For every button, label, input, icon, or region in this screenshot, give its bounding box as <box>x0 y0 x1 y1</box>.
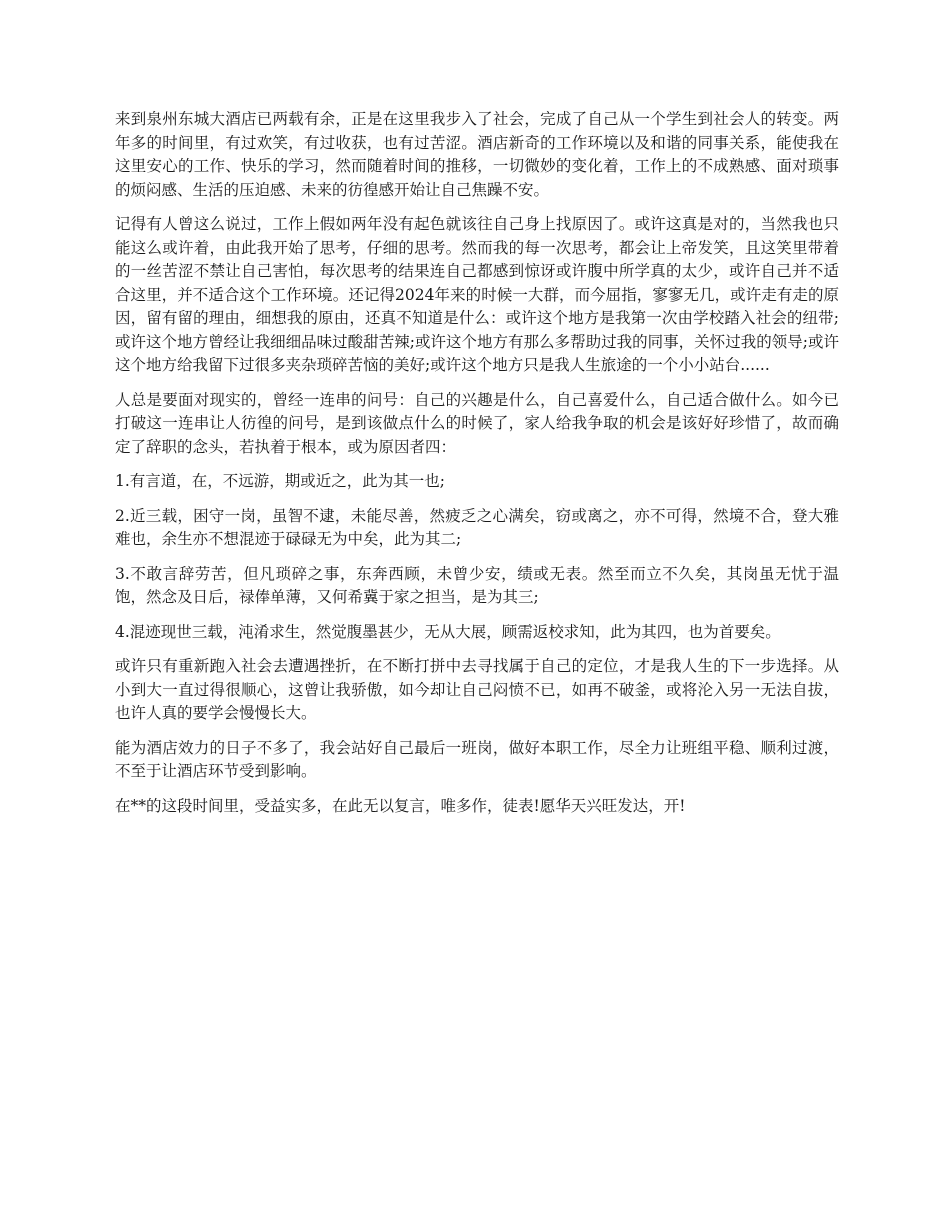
paragraph-closing: 在**的这段时间里，受益实多，在此无以复言，唯多作，徒表!愿华天兴旺发达，开! <box>115 796 686 815</box>
paragraph-reasons-intro: 人总是要面对现实的，曾经一连串的问号：自己的兴趣是什么，自己喜爱什么，自己适合做什么。如今已打破这一连串让人彷徨的问号，是到该做点什么的时候了，家人给我争取的机会是该好好珍惜了，故而确定了辞职的念头，若执着于根本，或为原因者四： <box>115 390 839 456</box>
document-body <box>115 108 839 829</box>
paragraph-future: 或许只有重新跑入社会去遭遇挫折，在不断打拼中去寻找属于自己的定位，才是我人生的下一步选择。从小到大一直过得很顺心，这曾让我骄傲，如今却让自己闷愤不已，如再不破釜，或将沦入另一无法自拔，也许人真的要学会慢慢长大。 <box>115 657 839 722</box>
list-item-reason-2: 2.近三载，困守一岗，虽智不逮，未能尽善，然疲乏之心满矣，窃或离之，亦不可得，然境不合，登大雅难也，余生亦不想混迹于碌碌无为中矣，此为其二; <box>115 506 839 548</box>
paragraph-reflection: 记得有人曾这么说过，工作上假如两年没有起色就该往自己身上找原因了。或许这真是对的，当然我也只能这么或许着，由此我开始了思考，仔细的思考。然而我的每一次思考，都会让上帝发笑，且这笑里带着的一丝苦涩不禁让自己害怕，每次思考的结果连自己都感到惊讶或许腹中所学真的太少，或许自己并不适合这里，并不适合这个工作环境。还记得2024年来的时候一大群，而今屈指，寥寥无几，或许走有走的原因，留有留的理由，细想我的原由，还真不知道是什么：或许这个地方是我第一次由学校踏入社会的纽带;或许这个地方曾经让我细细品味过酸甜苦辣;或许这个地方有那么多帮助过我的同事，关怀过我的领导;或许这个地方给我留下过很多夹杂琐碎苦恼的美好;或许这个地方只是我人生旅途的一个小小站台...... <box>115 215 839 374</box>
list-item-reason-1: 1.有言道，在，不远游，期或近之，此为其一也; <box>115 472 446 490</box>
list-item-reason-3: 3.不敢言辞劳苦，但凡琐碎之事，东奔西顾，未曾少安，绩或无表。然至而立不久矣，其岗虽无忧于温饱，然念及日后，禄俸单薄，又何希冀于家之担当，是为其三; <box>115 564 839 606</box>
list-item-reason-4: 4.混迹现世三载，沌淆求生，然觉腹墨甚少，无从大展，顾需返校求知，此为其四，也为首要矣。 <box>115 622 781 641</box>
paragraph-commitment: 能为酒店效力的日子不多了，我会站好自己最后一班岗，做好本职工作，尽全力让班组平稳、顺利过渡，不至于让酒店环节受到影响。 <box>115 738 839 780</box>
paragraph-intro: 来到泉州东城大酒店已两载有余，正是在这里我步入了社会，完成了自己从一个学生到社会人的转变。两年多的时间里，有过欢笑，有过收获，也有过苦涩。酒店新奇的工作环境以及和谐的同事关系，能使我在这里安心的工作、快乐的学习，然而随着时间的推移，一切微妙的变化着，工作上的不成熟感、面对琐事的烦闷感、生活的压迫感、未来的彷徨感开始让自己焦躁不安。 <box>115 110 839 199</box>
